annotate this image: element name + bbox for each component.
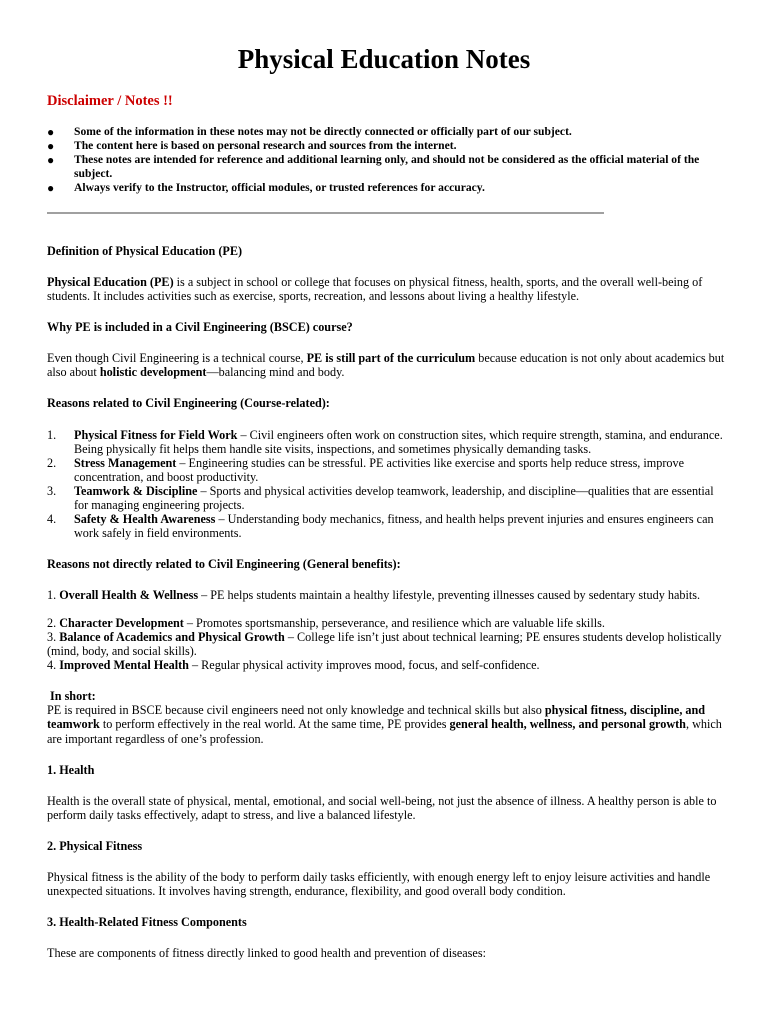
list-item: 2. Character Development – Promotes sportsmanship, perseverance, and resilience which are valuable life skills. [47,616,605,630]
horizontal-divider [47,212,604,214]
list-item: Physical Fitness for Field Work – Civil engineers often work on construction sites, which require strength, stamina, and endurance. Being physically fit helps them handle site visits, inspections, and sometimes physically demanding tasks. [74,428,723,457]
list-item: 4. Improved Mental Health – Regular physical activity improves mood, focus, and self-confidence. [47,658,540,672]
definition-paragraph: Physical Education (PE) is a subject in school or college that focuses on physical fitness, health, sports, and the overall well-being of students. It includes activities such as exercise, sports, recreation, and lessons about living a healthy lifestyle. [47,275,703,304]
components-paragraph: These are components of fitness directly linked to good health and prevention of diseases: [47,946,486,960]
fitness-heading: 2. Physical Fitness [47,839,143,853]
definition-heading: Definition of Physical Education (PE) [47,244,243,258]
why-paragraph: Even though Civil Engineering is a technical course, PE is still part of the curriculum because education is not only about academics but also about holistic development—balancing mind and body. [47,351,725,380]
bullet-icon: ● [47,139,55,153]
disclaimer-item: Some of the information in these notes may not be directly connected or officially part of our subject. [74,125,572,138]
bullet-icon: ● [47,153,55,167]
definition-term: Physical Education (PE) [47,275,174,289]
why-heading: Why PE is included in a Civil Engineering (BSCE) course? [47,320,353,334]
general-reasons-heading: Reasons not directly related to Civil Engineering (General benefits): [47,557,401,571]
bullet-icon: ● [47,181,55,195]
health-heading: 1. Health [47,763,95,777]
list-item: Safety & Health Awareness – Understanding body mechanics, fitness, and health helps prevent injuries and ensures engineers can work safely in field environments. [74,512,714,541]
list-item: Stress Management – Engineering studies can be stressful. PE activities like exercise and sports help reduce stress, improve concentration, and boost productivity. [74,456,685,485]
list-item: 3. Balance of Academics and Physical Growth – College life isn’t just about technical learning; PE ensures students develop holistically (mind, body, and social skills). [47,630,722,659]
disclaimer-item: These notes are intended for reference and additional learning only, and should not be considered as the official material of the subject. [74,153,700,180]
fitness-paragraph: Physical fitness is the ability of the body to perform daily tasks efficiently, with enough energy left to enjoy leisure activities and handle unexpected situations. It involves having strength, endurance, flexibility, and good overall body condition. [47,870,711,899]
disclaimer-item: The content here is based on personal research and sources from the internet. [74,139,457,152]
health-paragraph: Health is the overall state of physical, mental, emotional, and social well-being, not just the absence of illness. A healthy person is able to perform daily tasks effectively, adapt to stress, and live a balanced lifestyle. [47,794,717,823]
in-short-paragraph: PE is required in BSCE because civil engineers need not only knowledge and technical skills but also physical fitness, discipline, and teamwork to perform effectively in the real world. At the same time, PE provides general health, wellness, and personal growth, which are important regardless of one’s profession. [47,703,722,746]
in-short-heading: In short: [50,689,96,703]
course-reasons-heading: Reasons related to Civil Engineering (Course-related): [47,396,330,410]
disclaimer-item: Always verify to the Instructor, official modules, or trusted references for accuracy. [74,181,485,194]
disclaimer-heading: Disclaimer / Notes !! [47,93,173,109]
bullet-icon: ● [47,125,55,139]
list-item: 1. Overall Health & Wellness – PE helps students maintain a healthy lifestyle, preventing illnesses caused by sedentary study habits. [47,588,701,602]
list-item: Teamwork & Discipline – Sports and physical activities develop teamwork, leadership, and discipline—qualities that are essential for managing engineering projects. [74,484,714,513]
page-title: Physical Education Notes [237,44,531,74]
components-heading: 3. Health-Related Fitness Components [47,915,247,929]
